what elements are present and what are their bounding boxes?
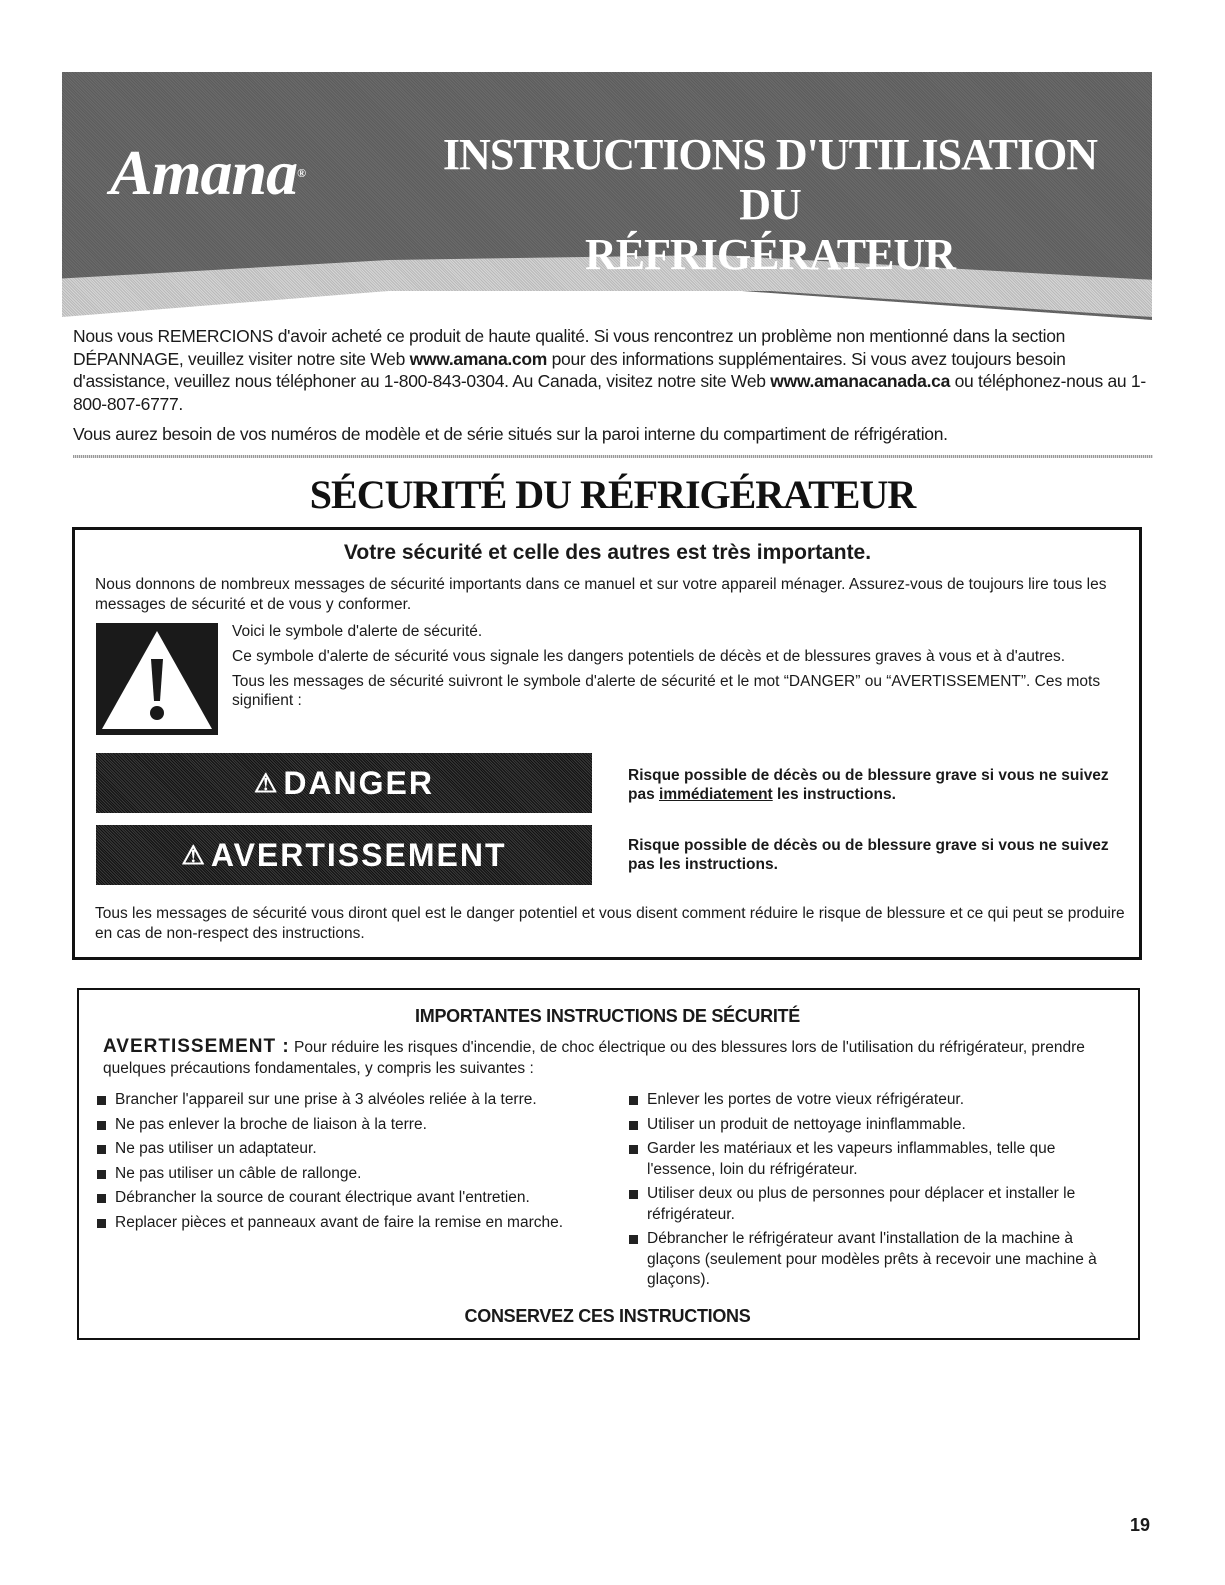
list-item: [95, 1188, 575, 1209]
warning-label: AVERTISSEMENT: [210, 836, 507, 873]
important-footer: CONSERVEZ CES INSTRUCTIONS: [464, 1306, 751, 1326]
instructions-list-right: [627, 1090, 1122, 1295]
list-item-text: Replacer pièces et panneaux avant de faire la remise en marche.: [115, 1213, 564, 1231]
bullet-icon: [97, 1194, 106, 1203]
list-item: [627, 1090, 1122, 1111]
danger-signal-word: [96, 753, 592, 813]
list-item: [95, 1139, 575, 1160]
divider: [73, 455, 1153, 458]
important-warning-text: Pour réduire les risques d'incendie, de choc électrique ou des blessures lors de l'utilisation du réfrigérateur, prendre quelques précautions fondamentales, y compris les suivantes :: [103, 1039, 1085, 1077]
list-item: [627, 1139, 1122, 1180]
list-item-text: Brancher l'appareil sur une prise à 3 alvéoles reliée à la terre.: [115, 1091, 537, 1108]
danger-desc-a: Risque possible de décès ou de blessure grave si vous ne suivez pas: [628, 767, 1109, 803]
bullet-icon: [97, 1170, 106, 1179]
bullet-icon: [97, 1145, 106, 1154]
symbol-line-2: Ce symbole d'alerte de sécurité vous signale les dangers potentiels de décès et de blessures graves à vous et à d'autres.: [232, 648, 1066, 665]
page-number: 19: [1129, 1515, 1150, 1535]
list-item-text: Débrancher le réfrigérateur avant l'installation de la machine à glaçons (seulement pour modèles prêts à recevoir une machine à glaçons).: [647, 1230, 1097, 1288]
symbol-line-3: Tous les messages de sécurité suivront le symbole d'alerte de sécurité et le mot “DANGER” ou “AVERTISSEMENT”. Ces mots signifient :: [232, 673, 1101, 709]
danger-desc-b: les instructions.: [772, 786, 896, 803]
list-item: [95, 1164, 575, 1185]
page-title: [420, 130, 1120, 280]
bullet-icon: [629, 1121, 638, 1130]
warning-signal-word: [96, 825, 592, 885]
danger-label: DANGER: [283, 764, 434, 801]
page-title-line2: RÉFRIGÉRATEUR: [584, 230, 955, 279]
intro-text-a: Nous vous REMERCIONS d'avoir acheté ce produit de haute qualité. Si vous rencontrez un problème non mentionné dans la section DÉPANNAGE, veuillez visiter notre site Web: [73, 326, 1066, 369]
safety-heading: Votre sécurité et celle des autres est très importante.: [343, 541, 872, 564]
important-warning-label: AVERTISSEMENT :: [103, 1036, 290, 1057]
intro-paragraph-1: [73, 325, 1153, 415]
list-item-text: Enlever les portes de votre vieux réfrigérateur.: [647, 1091, 965, 1108]
list-item-text: Garder les matériaux et les vapeurs inflammables, telle que l'essence, loin du réfrigérateur.: [647, 1140, 1056, 1178]
danger-desc-underline: immédiatement: [659, 786, 773, 803]
warning-triangle-icon: ⚠: [254, 767, 280, 798]
intro-paragraph-2: Vous aurez besoin de vos numéros de modèle et de série situés sur la paroi interne du compartiment de réfrigération.: [73, 424, 948, 444]
list-item: [627, 1229, 1122, 1291]
bullet-icon: [629, 1145, 638, 1154]
danger-description: [628, 766, 1133, 804]
list-item-text: Ne pas utiliser un câble de rallonge.: [115, 1164, 362, 1182]
safety-intro: Nous donnons de nombreux messages de sécurité importants dans ce manuel et sur votre appareil ménager. Assurez-vous de toujours lire tous les messages de sécurité et de vous y conformer.: [95, 576, 1107, 613]
list-item-text: Ne pas enlever la broche de liaison à la terre.: [115, 1115, 427, 1133]
important-heading: IMPORTANTES INSTRUCTIONS DE SÉCURITÉ: [415, 1006, 800, 1026]
page-title-line1: INSTRUCTIONS D'UTILISATION DU: [442, 130, 1098, 229]
bullet-icon: [97, 1219, 106, 1228]
list-item: [95, 1090, 575, 1111]
intro-text-c: ou téléphonez-nous au 1-800-807-6777.: [73, 371, 1146, 414]
logo-text: Amana: [110, 137, 298, 208]
list-item: [627, 1184, 1122, 1225]
symbol-line-1: Voici le symbole d'alerte de sécurité.: [232, 623, 483, 640]
list-item-text: Utiliser un produit de nettoyage ininflammable.: [647, 1115, 966, 1133]
instructions-list-left: [95, 1090, 575, 1237]
bullet-icon: [97, 1096, 106, 1105]
intro-text-b: pour des informations supplémentaires. Si vous avez toujours besoin d'assistance, veuillez nous téléphoner au 1-800-843-0304. Au Canada, visitez notre site Web: [73, 348, 1066, 391]
list-item: [627, 1115, 1122, 1136]
warning-description: Risque possible de décès ou de blessure grave si vous ne suivez pas les instructions.: [628, 837, 1109, 873]
safety-alert-icon: [96, 623, 218, 735]
symbol-explanation: [232, 622, 1112, 710]
list-item: [95, 1213, 575, 1234]
list-item: [95, 1115, 575, 1136]
amana-logo: [110, 137, 380, 208]
registered-mark: ®: [297, 166, 306, 180]
bullet-icon: [629, 1190, 638, 1199]
link-amanacanada-ca[interactable]: www.amanacanada.ca: [770, 371, 951, 391]
important-warning: [103, 1036, 1123, 1079]
section-title: SÉCURITÉ DU RÉFRIGÉRATEUR: [309, 472, 916, 517]
bullet-icon: [97, 1121, 106, 1130]
bullet-icon: [629, 1096, 638, 1105]
list-item-text: Ne pas utiliser un adaptateur.: [115, 1140, 317, 1157]
intro-text: [73, 325, 1153, 446]
list-item-text: Débrancher la source de courant électrique avant l'entretien.: [115, 1189, 530, 1206]
safety-outro: Tous les messages de sécurité vous diront quel est le danger potentiel et vous disent comment réduire le risque de blessure et ce qui peut se produire en cas de non-respect des instructions.: [95, 905, 1125, 942]
list-item-text: Utiliser deux ou plus de personnes pour déplacer et installer le réfrigérateur.: [647, 1185, 1076, 1223]
link-amana-com[interactable]: www.amana.com: [409, 348, 548, 369]
warning-triangle-icon: [96, 623, 218, 735]
bullet-icon: [629, 1235, 638, 1244]
warning-triangle-icon: ⚠: [181, 839, 207, 870]
